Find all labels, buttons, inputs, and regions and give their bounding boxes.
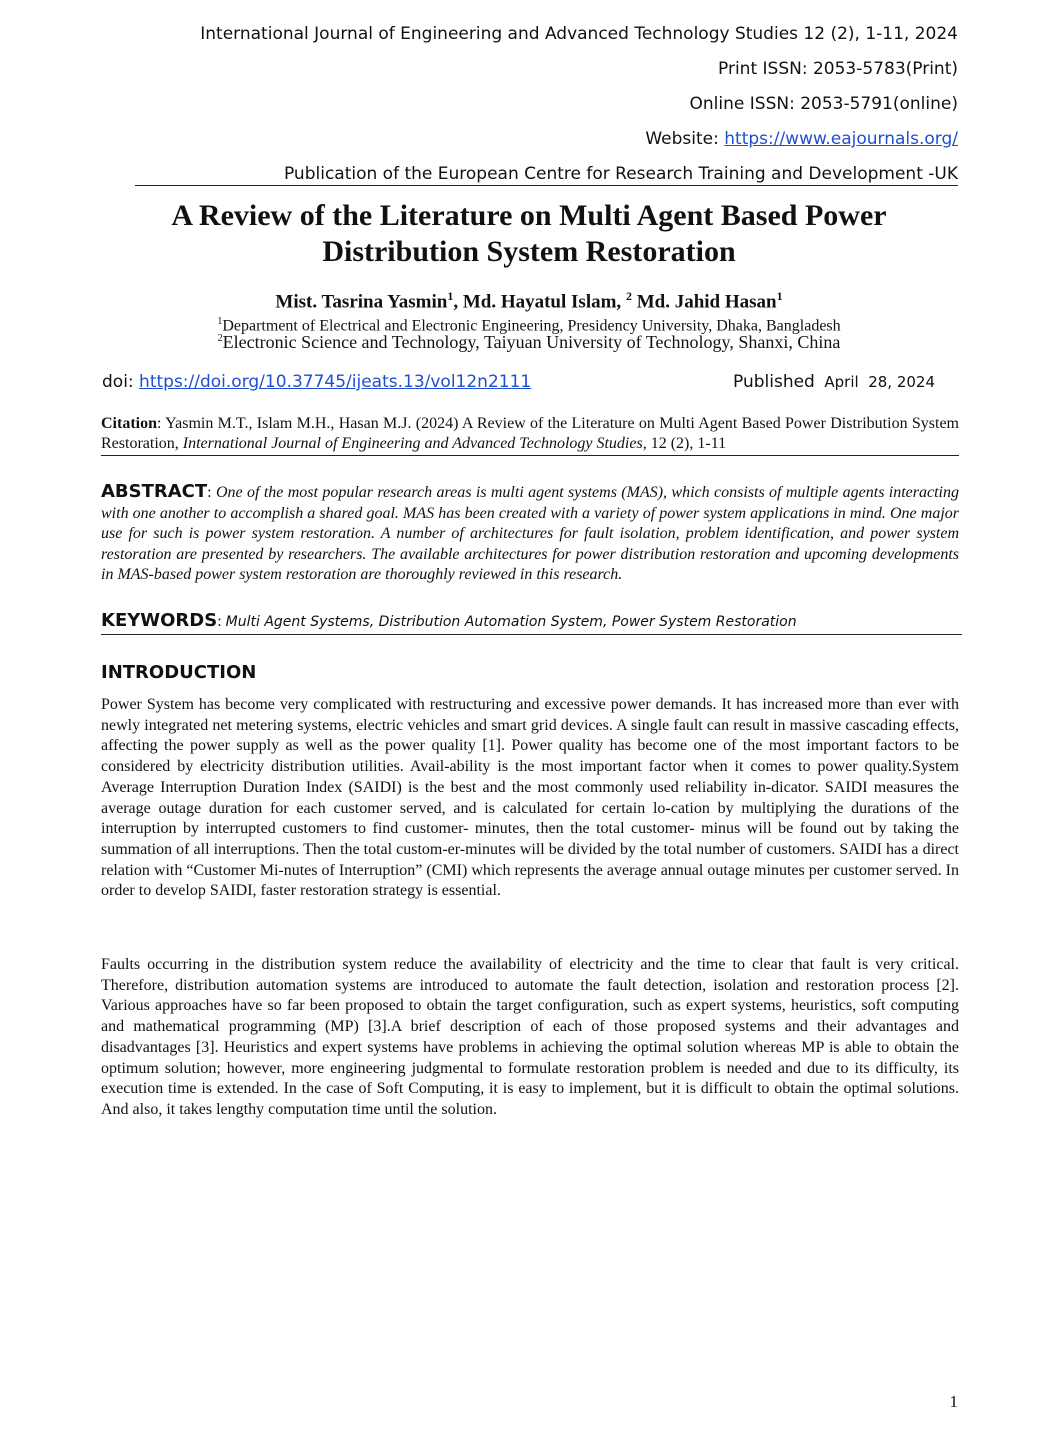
published-line xyxy=(733,372,935,392)
abstract-sep: : xyxy=(207,484,216,501)
citation-rule xyxy=(101,455,959,456)
keywords xyxy=(101,610,959,631)
author-3: Md. Jahid Hasan xyxy=(631,291,777,313)
abstract-text: One of the most popular research areas is multi agent systems (MAS), which consists of multiple agents interacting with one another to accomplish a shared goal. MAS has been created with a variety of power system applications in mind. One major use for such is power system restoration. A number of architectures for fault isolation, problem identification, and power system restoration are presented by researchers. The available architectures for power distribution restoration and upcoming developments in MAS-based power system restoration are thoroughly reviewed in this research. xyxy=(101,484,959,583)
doi-link[interactable]: https://doi.org/10.37745/ijeats.13/vol12n2111 xyxy=(139,372,532,392)
abstract-label: ABSTRACT xyxy=(101,481,208,502)
website-label: Website: xyxy=(645,129,725,149)
website-link[interactable]: https://www.eajournals.org/ xyxy=(724,129,958,149)
keywords-sep: : xyxy=(217,613,226,630)
author-2-sup: 2 xyxy=(625,289,632,303)
author-3-sup: 1 xyxy=(776,289,783,303)
author-2: , Md. Hayatul Islam, xyxy=(453,291,626,313)
website-line xyxy=(645,129,958,149)
title-line-1: A Review of the Literature on Multi Agent Based Power xyxy=(171,199,887,232)
affiliation-2-sup: 2 xyxy=(217,333,223,344)
print-issn: Print ISSN: 2053-5783(Print) xyxy=(718,59,958,79)
citation xyxy=(101,414,959,454)
doi-line xyxy=(102,372,531,392)
doi-label: doi: xyxy=(102,372,140,392)
affiliation-2-text: Electronic Science and Technology, Taiyuan University of Technology, Shanxi, China xyxy=(222,332,841,352)
paper-title xyxy=(100,198,958,270)
affiliation-1-sup: 1 xyxy=(217,316,223,327)
citation-journal: International Journal of Engineering and Advanced Technology Studies, xyxy=(182,435,647,452)
keywords-text: Multi Agent Systems, Distribution Automation System, Power System Restoration xyxy=(225,614,797,630)
published-label: Published xyxy=(733,372,815,392)
published-date: April 28, 2024 xyxy=(814,373,936,391)
citation-label: Citation xyxy=(101,415,157,432)
citation-tail: 12 (2), 1-11 xyxy=(646,435,727,452)
affiliation-2 xyxy=(100,332,958,353)
author-1: Mist. Tasrina Yasmin xyxy=(275,291,448,313)
journal-line: International Journal of Engineering and Advanced Technology Studies 12 (2), 1-11, 2024 xyxy=(200,24,958,44)
affiliation-1-text: Department of Electrical and Electronic Engineering, Presidency University, Dhaka, Bangladesh xyxy=(222,317,841,335)
section-heading-introduction: INTRODUCTION xyxy=(101,662,257,683)
keywords-label: KEYWORDS xyxy=(101,610,218,631)
citation-text: : Yasmin M.T., Islam M.H., Hasan M.J. (2024) A Review of the Literature on Multi Agent Based Power Distribution System Restoration, xyxy=(101,415,959,452)
keywords-rule xyxy=(101,634,962,635)
abstract xyxy=(101,482,959,586)
title-line-2: Distribution System Restoration xyxy=(322,235,736,268)
page-number: 1 xyxy=(949,1392,958,1411)
online-issn: Online ISSN: 2053-5791(online) xyxy=(689,94,958,114)
author-1-sup: 1 xyxy=(447,289,454,303)
intro-paragraph-2: Faults occurring in the distribution system reduce the availability of electricity and the time to clear that fault is very critical. Therefore, distribution automation systems are introduced to automate the fault detection, isolation and restoration process [2]. Various approaches have so far been proposed to obtain the target configuration, such as expert systems, heuristics, soft computing and mathematical programming (MP) [3].A brief description of each of those proposed systems and their advantages and disadvantages [3]. Heuristics and expert systems have problems in achieving the optimal solution whereas MP is able to obtain the optimum solution; however, more engineering judgmental to formulate restoration problem is needed and due to its difficulty, its execution time is extended. In the case of Soft Computing, it is easy to implement, but it is difficult to obtain the optimal solutions. And also, it takes lengthy computation time until the solution. xyxy=(101,956,959,1118)
author-list xyxy=(100,289,958,313)
publisher-line: Publication of the European Centre for Research Training and Development -UK xyxy=(283,164,958,184)
header-rule xyxy=(135,185,958,186)
intro-paragraph-1: Power System has become very complicated with restructuring and excessive power demands. It has increased more than ever with newly integrated net metering systems, electric vehicles and smart grid devices. A single fault can result in massive cascading effects, affecting the power supply as well as the power quality [1]. Power quality has become one of the most important factors to be considered by electricity distribution utilities. Avail-ability is the most important factor when it comes to power quality.System Average Interruption Duration Index (SAIDI) is the best and the most commonly used reliability in-dicator. SAIDI measures the average outage duration for each customer served, and is calculated for certain lo-cation by multiplying the durations of the interruption by interrupted customers to find customer- minutes, then the total customer- minus will be found out by taking the summation of all interruptions. Then the total custom-er-minutes will be divided by the total number of customers. SAIDI has a direct relation with “Customer Mi-nutes of Interruption” (CMI) which represents the average annual outage minutes per customer served. In order to develop SAIDI, faster restoration strategy is essential. xyxy=(101,696,959,900)
